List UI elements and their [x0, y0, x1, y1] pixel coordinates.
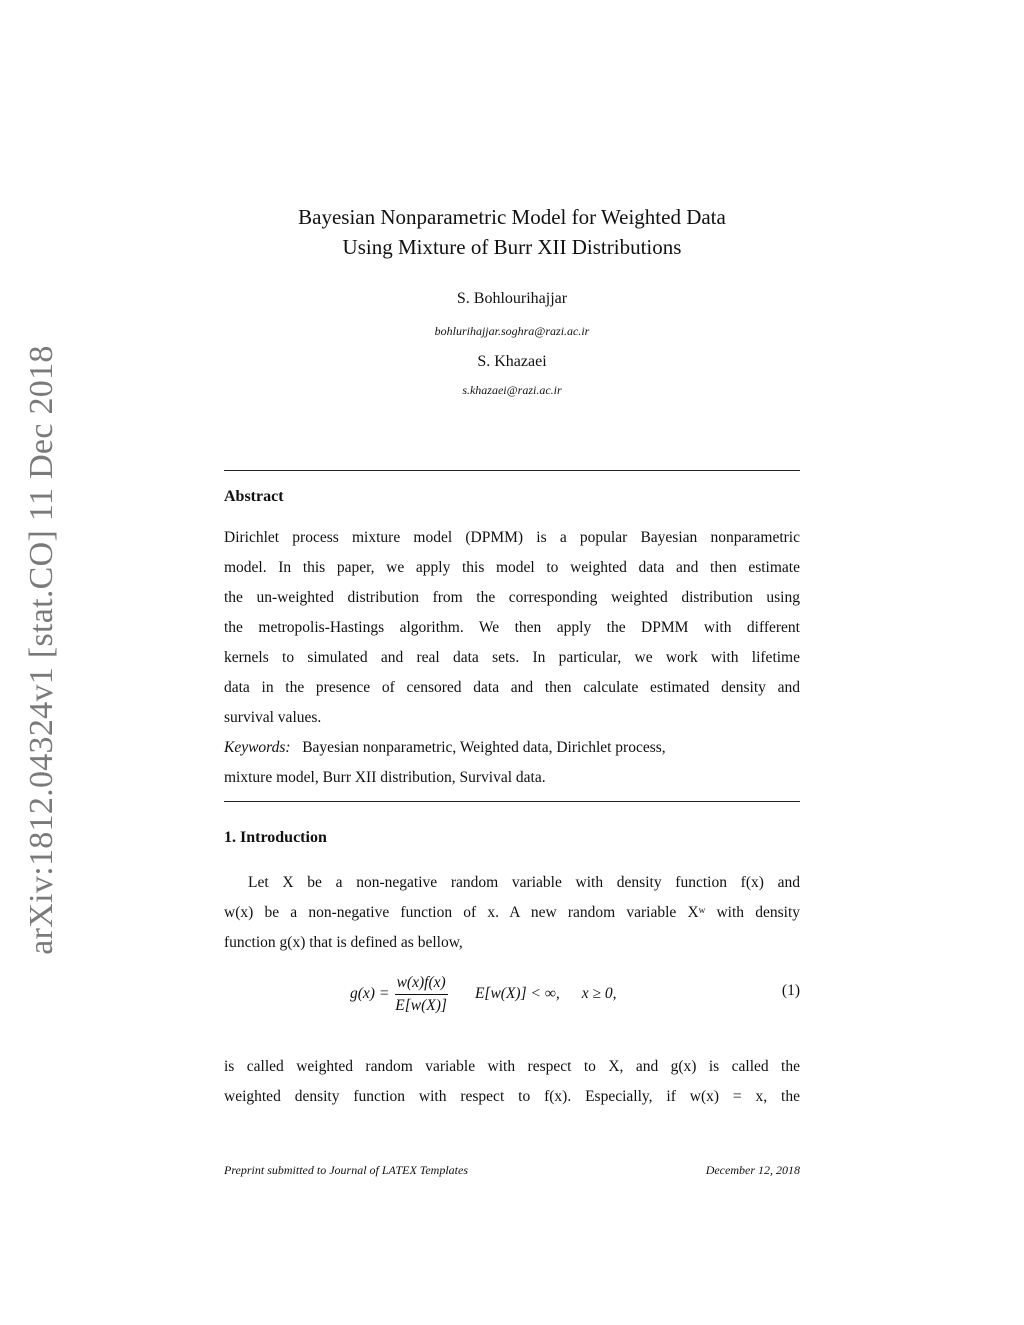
keywords-label: Keywords:: [224, 739, 291, 756]
abstract-line: survival values.: [224, 709, 322, 726]
abstract-line: Dirichlet process mixture model (DPMM) is a popular Bayesian nonparametric: [224, 529, 800, 546]
abstract-top-rule: [224, 470, 800, 471]
equation-1: [224, 966, 800, 1022]
keywords-line-2: mixture model, Burr XII distribution, Survival data.: [224, 769, 546, 786]
intro-line: function g(x) that is defined as bellow,: [224, 934, 463, 951]
title-line-1: Bayesian Nonparametric Model for Weighted Data: [298, 205, 726, 229]
abstract-line: kernels to simulated and real data sets. In particular, we work with lifetime: [224, 649, 800, 666]
author-email-1: bohlurihajjar.soghra@razi.ac.ir: [434, 324, 590, 338]
equation-condition-1: E[w(X)] < ∞,: [474, 985, 560, 1002]
abstract-line: the un-weighted distribution from the corresponding weighted distribution using: [224, 589, 800, 606]
abstract-line: the metropolis-Hastings algorithm. We then apply the DPMM with different: [224, 619, 800, 636]
intro-paragraph-1: [224, 868, 800, 958]
keywords-line-1: [224, 733, 800, 763]
footer-journal: Preprint submitted to Journal of LATEX Templates: [224, 1163, 469, 1177]
equation-body: [350, 966, 617, 1022]
intro-line: Let X be a non-negative random variable with density function f(x) and: [248, 874, 800, 891]
footer-date: December 12, 2018: [705, 1163, 800, 1177]
equation-number: (1): [781, 982, 800, 999]
abstract-heading: Abstract: [224, 488, 284, 505]
section-heading-introduction: 1. Introduction: [224, 829, 327, 846]
abstract-bottom-rule: [224, 801, 800, 802]
author-name-1: S. Bohlourihajjar: [456, 290, 568, 307]
author-name-2: S. Khazaei: [477, 353, 547, 370]
intro-paragraph-2: [224, 1052, 800, 1112]
equation-lhs: g(x) =: [350, 985, 390, 1002]
paper-title: [224, 202, 800, 262]
intro-line: weighted density function with respect to f(x). Especially, if w(x) = x, the: [224, 1088, 800, 1105]
equation-numerator: w(x)f(x): [395, 974, 448, 995]
abstract-text: [224, 523, 800, 793]
equation-denominator: E[w(X)]: [395, 996, 447, 1014]
intro-line: is called weighted random variable with respect to X, and g(x) is called the: [224, 1058, 800, 1075]
equation-fraction: [393, 974, 449, 1015]
title-line-2: Using Mixture of Burr XII Distributions: [342, 235, 682, 259]
equation-condition-2: x ≥ 0,: [581, 985, 617, 1002]
arxiv-stamp: arXiv:1812.04324v1 [stat.CO] 11 Dec 2018: [23, 345, 60, 955]
abstract-line: data in the presence of censored data and then calculate estimated density and: [224, 679, 800, 696]
abstract-line: model. In this paper, we apply this model to weighted data and then estimate: [224, 559, 800, 576]
intro-line: w(x) be a non-negative function of x. A new random variable Xʷ with density: [224, 904, 800, 921]
keywords-list-1: Bayesian nonparametric, Weighted data, Dirichlet process,: [302, 739, 666, 756]
author-email-2: s.khazaei@razi.ac.ir: [462, 383, 562, 397]
